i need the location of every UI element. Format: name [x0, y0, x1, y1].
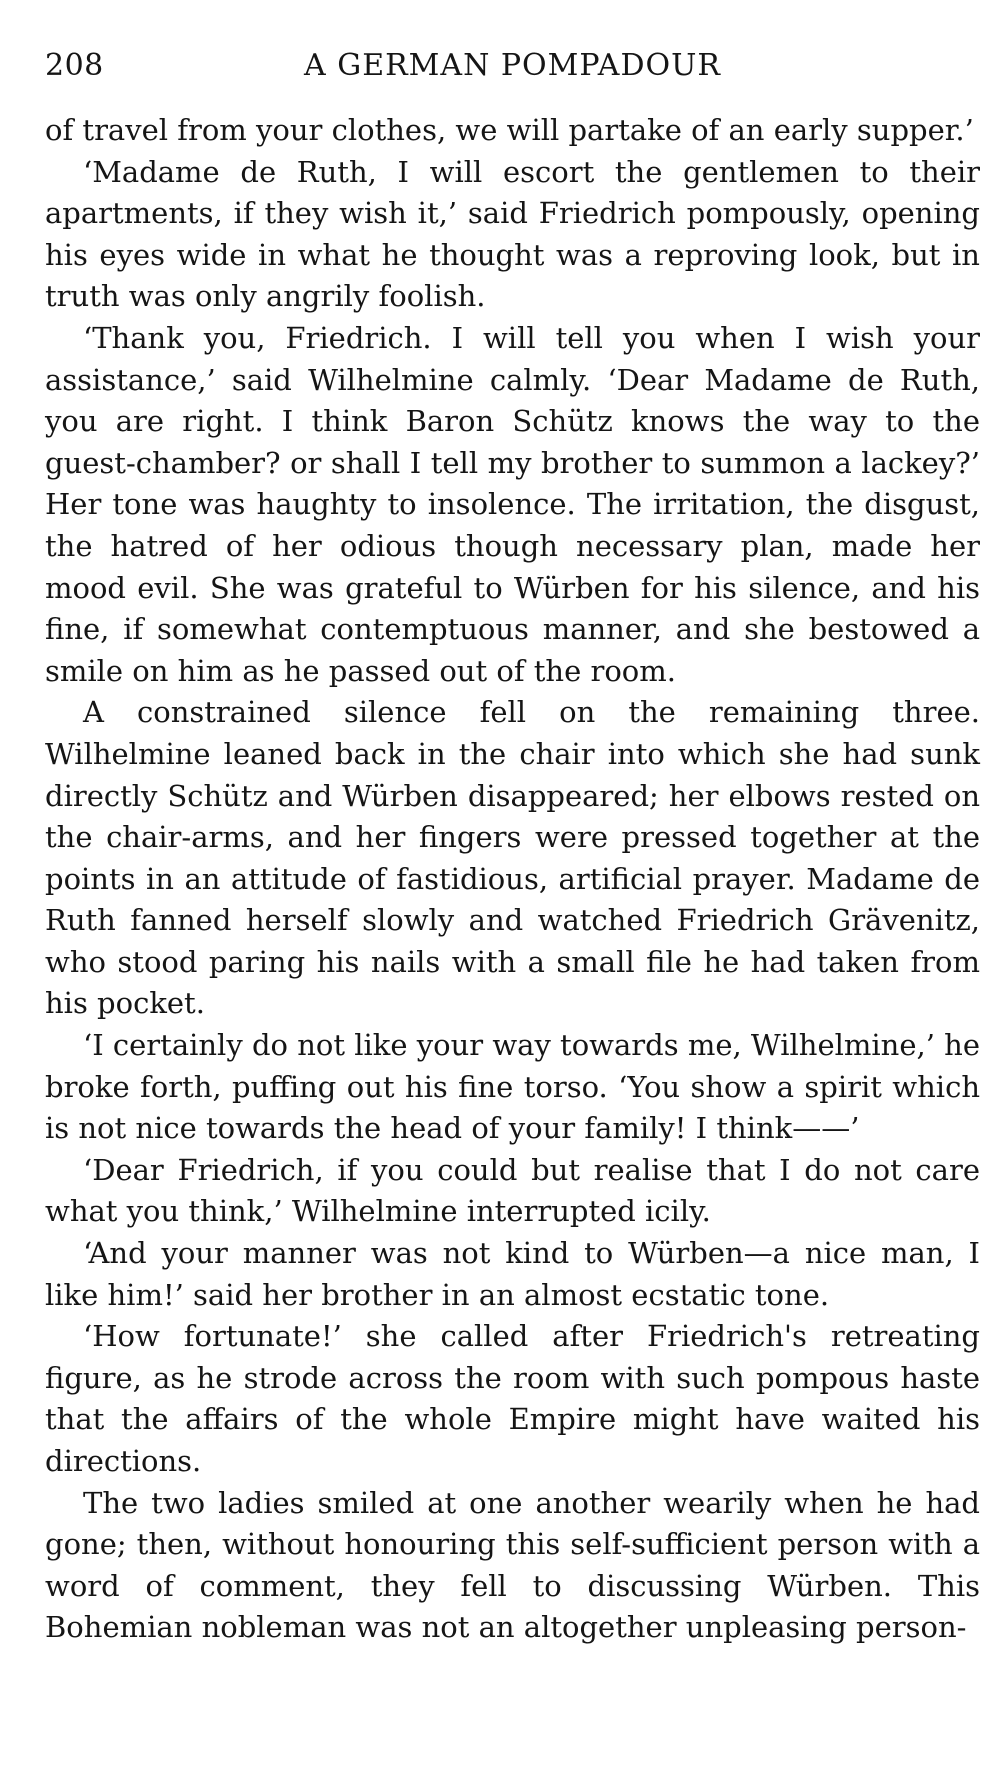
- paragraph: ‘I certainly do not like your way towards me, Wilhelmine,’ he broke forth, puffing out his fine torso. ‘You show a spirit which is not nice towards the head of your family! I think——’: [45, 1028, 980, 1146]
- paragraph: A constrained silence fell on the remaining three. Wilhelmine leaned back in the chair into which she had sunk directly Schütz and Würben disappeared; her elbows rested on the chair-arms, and her fingers were pressed together at the points in an attitude of fastidious, artificial prayer. Madame de Ruth fanned herself slowly and watched Friedrich Grävenitz, who stood paring his nails with a small file he had taken from his pocket.: [45, 695, 980, 1021]
- paragraph: of travel from your clothes, we will partake of an early supper.’: [45, 113, 974, 147]
- running-title: A GERMAN POMPADOUR: [304, 48, 721, 83]
- book-page: [45, 40, 980, 1649]
- paragraph: ‘Dear Friedrich, if you could but realise that I do not care what you think,’ Wilhelmine interrupted icily.: [45, 1152, 980, 1229]
- paragraph: The two ladies smiled at one another wearily when he had gone; then, without honouring this self-sufficient person with a word of comment, they fell to discussing Würben. This Bohemian nobleman was not an altogether unpleasing person-: [45, 1485, 980, 1645]
- page-number: 208: [45, 48, 104, 83]
- page-header: [45, 40, 980, 96]
- paragraph: ‘And your manner was not kind to Würben—a nice man, I like him!’ said her brother in an almost ecstatic tone.: [45, 1236, 980, 1312]
- paragraph: ‘How fortunate!’ she called after Friedrich's retreating figure, as he strode across the room with such pompous haste that the affairs of the whole Empire might have waited his directions.: [45, 1319, 980, 1478]
- body-text: [45, 110, 980, 1649]
- paragraph: ‘Thank you, Friedrich. I will tell you when I wish your assistance,’ said Wilhelmine calmly. ‘Dear Madame de Ruth, you are right. I think Baron Schütz knows the way to the guest-chamber? or shall I tell my brother to summon a lackey?’ Her tone was haughty to insolence. The irritation, the disgust, the hatred of her odious though necessary plan, made her mood evil. She was grateful to Würben for his silence, and his fine, if somewhat contemptuous manner, and she bestowed a smile on him as he passed out of the room.: [45, 320, 980, 688]
- paragraph: ‘Madame de Ruth, I will escort the gentlemen to their apartments, if they wish it,’ said Friedrich pompously, opening his eyes wide in what he thought was a reproving look, but in truth was only angrily foolish.: [45, 154, 980, 314]
